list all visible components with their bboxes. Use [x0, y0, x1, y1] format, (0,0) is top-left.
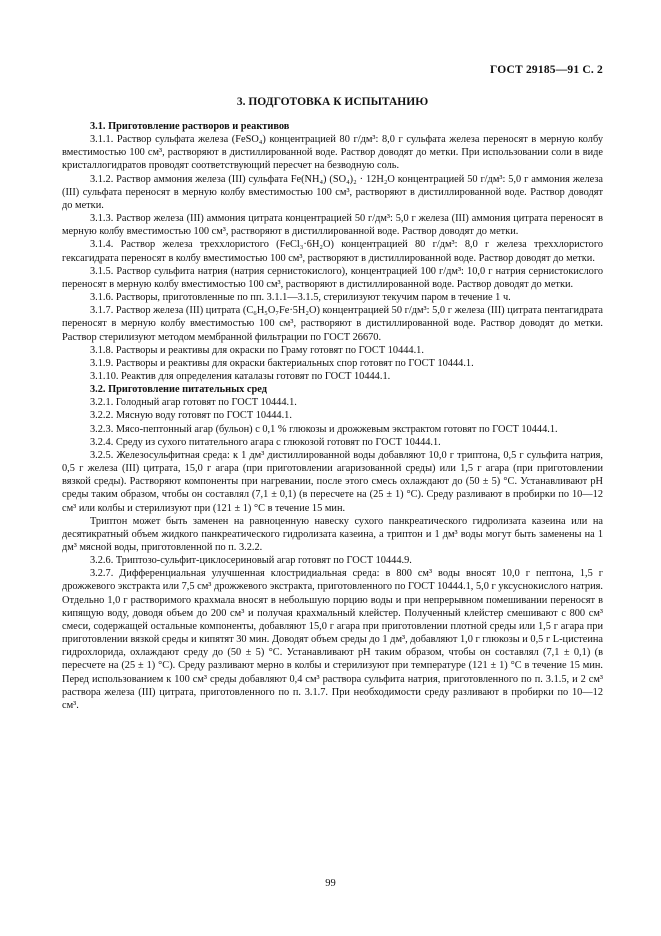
paragraph: 3.1.3. Раствор железа (III) аммония цитрата концентрацией 50 г/дм³: 5,0 г железа (III) аммония цитрата переносят в мерную колбу вместимостью 100 см³, растворяют в дистиллированной воде. Раствор доводят до метки.	[62, 213, 603, 238]
paragraph: 3.2.4. Среду из сухого питательного агара с глюкозой готовят по ГОСТ 10444.1.	[90, 436, 441, 448]
paragraph: 3.2.2. Мясную воду готовят по ГОСТ 10444.1.	[90, 410, 292, 422]
paragraph: Триптон может быть заменен на равноценную навеску сухого панкреатического гидролизата казеина или на десятикратный объем жидкого панкреатического гидролизата казеина, а триптон и 1 дм³ воды могут быть заменены на 1 дм³ мясной воды, приготовленной по п. 3.2.2.	[62, 515, 603, 553]
paragraph: 3.1.9. Растворы и реактивы для окраски бактериальных спор готовят по ГОСТ 10444.1.	[90, 357, 474, 369]
paragraph: 3.1.5. Раствор сульфита натрия (натрия сернистокислого), концентрацией 100 г/дм³: 10,0 г натрия сернистокислого переносят в мерную колбу вместимостью 100 см³, растворяют в дистиллированной воде. Раствор доводят до метки.	[62, 265, 603, 290]
paragraph: 3.1.6. Растворы, приготовленные по пп. 3.1.1—3.1.5, стерилизуют текучим паром в течение 1 ч.	[90, 292, 511, 304]
paragraph: 3.1.8. Растворы и реактивы для окраски по Граму готовят по ГОСТ 10444.1.	[90, 344, 424, 356]
paragraph: 3.2.5. Железосульфитная среда: к 1 дм³ дистиллированной воды добавляют 10,0 г триптона, 0,5 г сульфита натрия, 0,5 г железа (III) цитрата, 15,0 г агара (при приготовлении агаризованной среды) или 1,5 г агара (при приготовлении вязкой среды). Растворяют компоненты при нагревании, после этого смесь охлаждают до (50 ± 5) °С. Устанавливают pH среды таким образом, чтобы он составлял (7,1 ± 0,1) (в пересчете на (25 ± 1) °С). Среду разливают в пробирки по 10—12 см³ или колбы и стерилизуют при (121 ± 1) °С в течение 15 мин.	[62, 449, 603, 514]
subsection-heading: 3.2. Приготовление питательных сред	[90, 384, 267, 396]
subsection-heading: 3.1. Приготовление растворов и реактивов	[90, 121, 290, 132]
paragraph: 3.2.3. Мясо-пептонный агар (бульон) с 0,1 % глюкозы и дрожжевым экстрактом готовят по ГОСТ 10444.1.	[90, 423, 558, 435]
paragraph: 3.1.1. Раствор сульфата железа (FeSO₄) концентрацией 80 г/дм³: 8,0 г сульфата железа переносят в мерную колбу вместимостью 100 см³, растворяют в дистиллированной воде. Раствор доводят до метки. При использовании соли в виде кристаллогидратов проводят соответствующий пересчет на безводную соль.	[62, 134, 603, 172]
paragraph: 3.2.1. Голодный агар готовят по ГОСТ 10444.1.	[90, 397, 297, 409]
paragraph: 3.1.10. Реактив для определения каталазы готовят по ГОСТ 10444.1.	[90, 370, 391, 382]
section-title: 3. ПОДГОТОВКА К ИСПЫТАНИЮ	[236, 96, 429, 108]
paragraph: 3.2.7. Дифференциальная улучшенная клостридиальная среда: в 800 см³ воды вносят 10,0 г пептона, 1,5 г дрожжевого экстракта или 7,5 см³ дрожжевого экстракта, приготовленного по ГОСТ 10444.1, 5,0 г уксуснокислого натрия. Отдельно 1,0 г растворимого крахмала вносят в небольшую порцию воды и при непрерывном помешивании переносят в кипящую воду, доводя объем до 200 см³ и получая крахмальный клейстер. Полученный клейстер смешивают с 800 см³ смеси, содержащей остальные компоненты, добавляют 15,0 г агара при приготовлении плотной среды или 1,5 г агара при приготовлении вязкой среды и кипятят 30 мин. Доводят объем среды до 1 дм³, добавляют 1,0 г глюкозы и 0,5 г L-цистеина гидрохлорида, охлаждают среду до (50 ± 5) °С. Устанавливают pH таким образом, чтобы он составлял (7,1 ± 0,1) (в пересчете на (25 ± 1) °С). Среду разливают мерно в колбы и стерилизуют при температуре (121 ± 1) °С в течение 15 мин. Перед использованием к 100 см³ среды добавляют 0,4 см³ раствора сульфита натрия, приготовленного по п. 3.1.5, и 2 см³ раствора железа (III) цитрата, приготовленного по п. 3.1.7. При необходимости среду разливают в пробирки по 10—12 см³.	[62, 568, 603, 711]
document-body	[62, 120, 603, 712]
paragraph: 3.1.7. Раствор железа (III) цитрата (C₆H₅O₇Fe·5H₂O) концентрацией 50 г/дм³: 5,0 г железа (III) цитрата пентагидрата переносят в мерную колбу вместимостью 100 см³, растворяют в дистиллированной воде. Раствор доводят до метки. Раствор стерилизуют методом мембранной фильтрации по ГОСТ 26670.	[62, 305, 603, 343]
paragraph: 3.2.6. Триптозо-сульфит-циклосериновый агар готовят по ГОСТ 10444.9.	[90, 555, 412, 567]
paragraph: 3.1.2. Раствор аммония железа (III) сульфата Fe(NH₄) (SO₄)₂ · 12H₂O концентрацией 50 г/дм³: 5,0 г аммония железа (III) сульфата переносят в мерную колбу вместимостью 100 см³, растворяют в дистиллированной воде. Раствор доводят до метки.	[62, 173, 603, 211]
page-number: 99	[325, 878, 336, 889]
paragraph: 3.1.4. Раствор железа треххлористого (FeCl₃·6H₂O) концентрацией 80 г/дм³: 8,0 г железа треххлористого гексагидрата переносят в колбу вместимостью 100 см³, растворяют в дистиллированной воде. Раствор доводят до метки.	[62, 239, 603, 264]
page-header: ГОСТ 29185—91 С. 2	[490, 64, 603, 76]
